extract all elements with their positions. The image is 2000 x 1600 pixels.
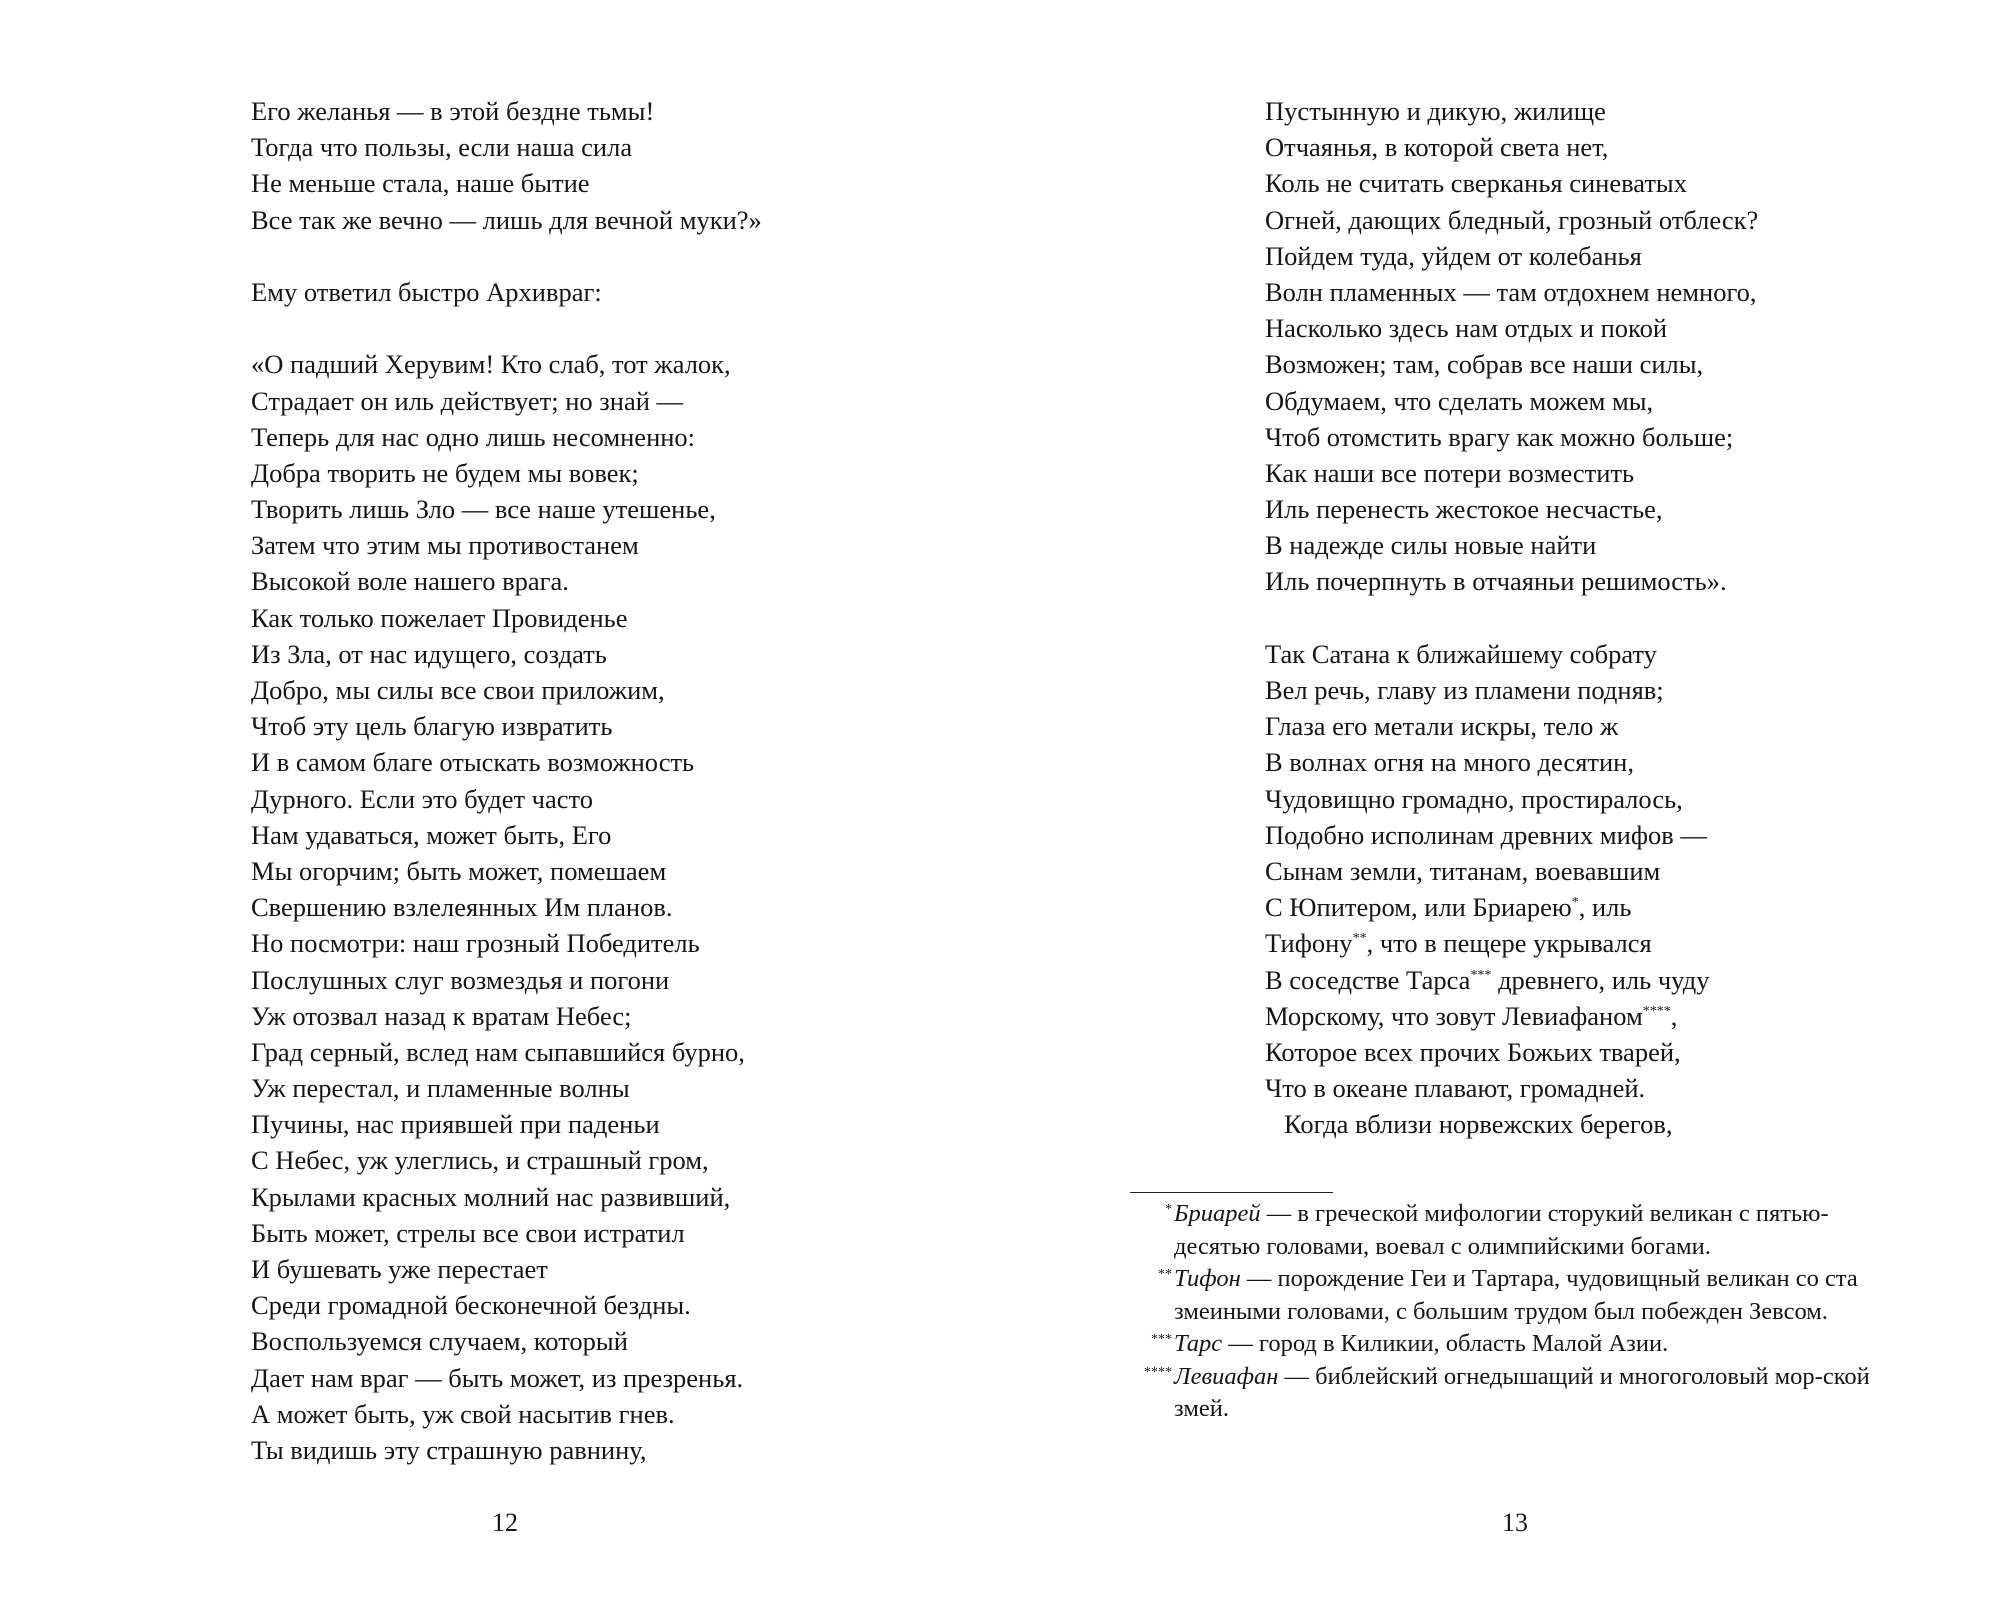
verse-line: Волн пламенных — там отдохнем немного, (1265, 276, 1757, 307)
verse-line: Пучины, нас приявшей при паденьи (251, 1109, 660, 1140)
verse-line: Пойдем туда, уйдем от колебанья (1265, 240, 1642, 271)
footnote (1128, 1198, 1910, 1263)
verse-line-last: Когда вблизи норвежских берегов, (1284, 1109, 1673, 1140)
verse-line: Вел речь, главу из пламени подняв; (1265, 675, 1664, 705)
verse-line: Сынам земли, титанам, воевавшим (1265, 855, 1661, 886)
verse-line: Глаза его метали искры, тело ж (1265, 711, 1619, 742)
verse-line: С Небес, уж улеглись, и страшный гром, (251, 1145, 709, 1176)
verse-line-briarey: С Юпитером, или Бриарею*, иль (1265, 892, 1632, 923)
footnote-text: — библейский огнедышащий и многоголовый мор-ской змей. (1174, 1362, 1870, 1422)
verse-line: Уж перестал, и пламенные волны (251, 1073, 630, 1104)
verse-line: Чудовищно громадно, простиралось, (1265, 783, 1683, 814)
verse-line: Его желанья — в этой бездне тьмы! (251, 96, 655, 126)
footnotes (1128, 1198, 1910, 1426)
footnote-term: Бриарей (1174, 1200, 1261, 1227)
verse-line: Добро, мы силы все свои приложим, (251, 675, 665, 705)
verse-line: Насколько здесь нам отдых и покой (1265, 313, 1668, 344)
footnote-text: — порождение Геи и Тартара, чудовищный великан со ста змеиными головами, с большим трудом был побежден Зевсом. (1174, 1265, 1858, 1325)
verse-line: Из Зла, от нас идущего, создать (251, 638, 607, 669)
verse-line: Подобно исполинам древних мифов — (1265, 819, 1707, 850)
verse-line: Как наши все потери возместить (1265, 457, 1635, 488)
footnote (1128, 1263, 1910, 1328)
stanza-break (1265, 600, 1758, 636)
verse-line: Иль перенесть жестокое несчастье, (1265, 494, 1663, 525)
footnote-text: — в греческой мифологии сторукий великан с пятью-десятью головами, воевал с олимпийскими богами. (1174, 1200, 1829, 1260)
verse-line: В надежде силы новые найти (1265, 530, 1597, 561)
verse-line: Высокой воле нашего врага. (251, 566, 569, 597)
verse-line: Но посмотри: наш грозный Победитель (251, 928, 700, 959)
footnote-ref: ** (1352, 931, 1367, 947)
verse-line: Послушных слуг возмездья и погони (251, 964, 670, 995)
verse-line: Обдумаем, что сделать можем мы, (1265, 385, 1654, 416)
verse-line: Мы огорчим; быть может, помешаем (251, 855, 667, 886)
verse-line: Что в океане плавают, громадней. (1265, 1073, 1646, 1104)
verse-line: Уж отозвал назад к вратам Небес; (251, 1000, 632, 1031)
verse-line: Страдает он иль действует; но знай — (251, 385, 684, 416)
verse-line: Творить лишь Зло — все наше утешенье, (251, 494, 716, 525)
verse-line-tifon: Тифону**, что в пещере укрывался (1265, 928, 1652, 959)
verse-line: Затем что этим мы противостанем (251, 530, 639, 561)
verse-line: Чтоб отомстить врагу как можно больше; (1265, 421, 1734, 452)
verse-line: Все так же вечно — лишь для вечной муки?» (251, 204, 762, 235)
verse-line: Которое всех прочих Божьих тварей, (1265, 1036, 1681, 1067)
footnote-mark: * (1165, 1202, 1172, 1217)
footnote-ref: * (1571, 895, 1579, 911)
footnote-term: Левиафан (1174, 1362, 1279, 1390)
left-page-verse (251, 93, 762, 1468)
verse-line: В волнах огня на много десятин, (1265, 747, 1634, 778)
stanza-break (251, 238, 762, 274)
verse-line: Как только пожелает Провиденье (251, 602, 628, 633)
footnote (1128, 1361, 1910, 1426)
verse-line: Теперь для нас одно лишь несомненно: (251, 421, 696, 452)
verse-line: А может быть, уж свой насытив гнев. (251, 1398, 675, 1429)
verse-line: Чтоб эту цель благую извратить (251, 711, 613, 742)
verse-line: Тогда что пользы, если наша сила (251, 132, 633, 163)
verse-line: Добра творить не будем мы вовек; (251, 457, 639, 488)
verse-line: Быть может, стрелы все свои истратил (251, 1217, 685, 1248)
verse-line: Коль не считать сверканья синеватых (1265, 168, 1687, 199)
stanza-break (251, 310, 762, 346)
footnote-mark: **** (1144, 1364, 1172, 1380)
verse-line: Так Сатана к ближайшему собрату (1265, 638, 1657, 669)
verse-line: «О падший Херувим! Кто слаб, тот жалок, (251, 349, 731, 380)
verse-line: Иль почерпнуть в отчаяньи решимость». (1265, 566, 1727, 597)
verse-line: Дает нам враг — быть может, из презренья. (251, 1362, 744, 1393)
right-page-verse (1265, 93, 1758, 1142)
verse-line: Пустынную и дикую, жилище (1265, 96, 1606, 126)
verse-line-leviafan: Морскому, что зовут Левиафаном****, (1265, 1000, 1678, 1031)
verse-line: И в самом благе отыскать возможность (251, 747, 695, 778)
page-number-left: 12 (492, 1508, 518, 1537)
footnote-mark: ** (1158, 1267, 1172, 1282)
verse-line: Отчаянья, в которой света нет, (1265, 132, 1609, 163)
verse-line: Воспользуемся случаем, который (251, 1326, 628, 1357)
footnote (1128, 1328, 1910, 1361)
verse-line: Дурного. Если это будет часто (251, 783, 594, 814)
verse-line: Не меньше стала, наше бытие (251, 168, 590, 199)
verse-line: Огней, дающих бледный, грозный отблеск? (1265, 204, 1759, 235)
footnote-text: — город в Киликии, область Малой Азии. (1222, 1330, 1669, 1357)
verse-line: Нам удаваться, может быть, Его (251, 819, 612, 850)
verse-line: И бушевать уже перестает (251, 1254, 548, 1284)
footnote-ref: *** (1470, 967, 1492, 983)
verse-line: Свершению взлелеянных Им планов. (251, 892, 673, 923)
verse-line: Ты видишь эту страшную равнину, (251, 1434, 647, 1465)
verse-line: Крылами красных молний нас развивший, (251, 1181, 731, 1212)
verse-line: Среди громадной бесконечной бездны. (251, 1290, 691, 1321)
footnote-separator (1130, 1192, 1333, 1193)
right-page (1000, 0, 2000, 1600)
page-number-right: 13 (1502, 1508, 1528, 1537)
footnote-ref: **** (1642, 1003, 1671, 1019)
verse-line-tars: В соседстве Тарса*** древнего, иль чуду (1265, 964, 1710, 995)
verse-line: Возможен; там, собрав все наши силы, (1265, 349, 1704, 380)
footnote-term: Тарс (1174, 1330, 1223, 1357)
verse-line: Ему ответил быстро Архивраг: (251, 276, 602, 307)
footnote-mark: *** (1151, 1332, 1172, 1347)
footnote-term: Тифон (1174, 1265, 1241, 1292)
verse-line: Град серный, вслед нам сыпавшийся бурно, (251, 1036, 745, 1067)
